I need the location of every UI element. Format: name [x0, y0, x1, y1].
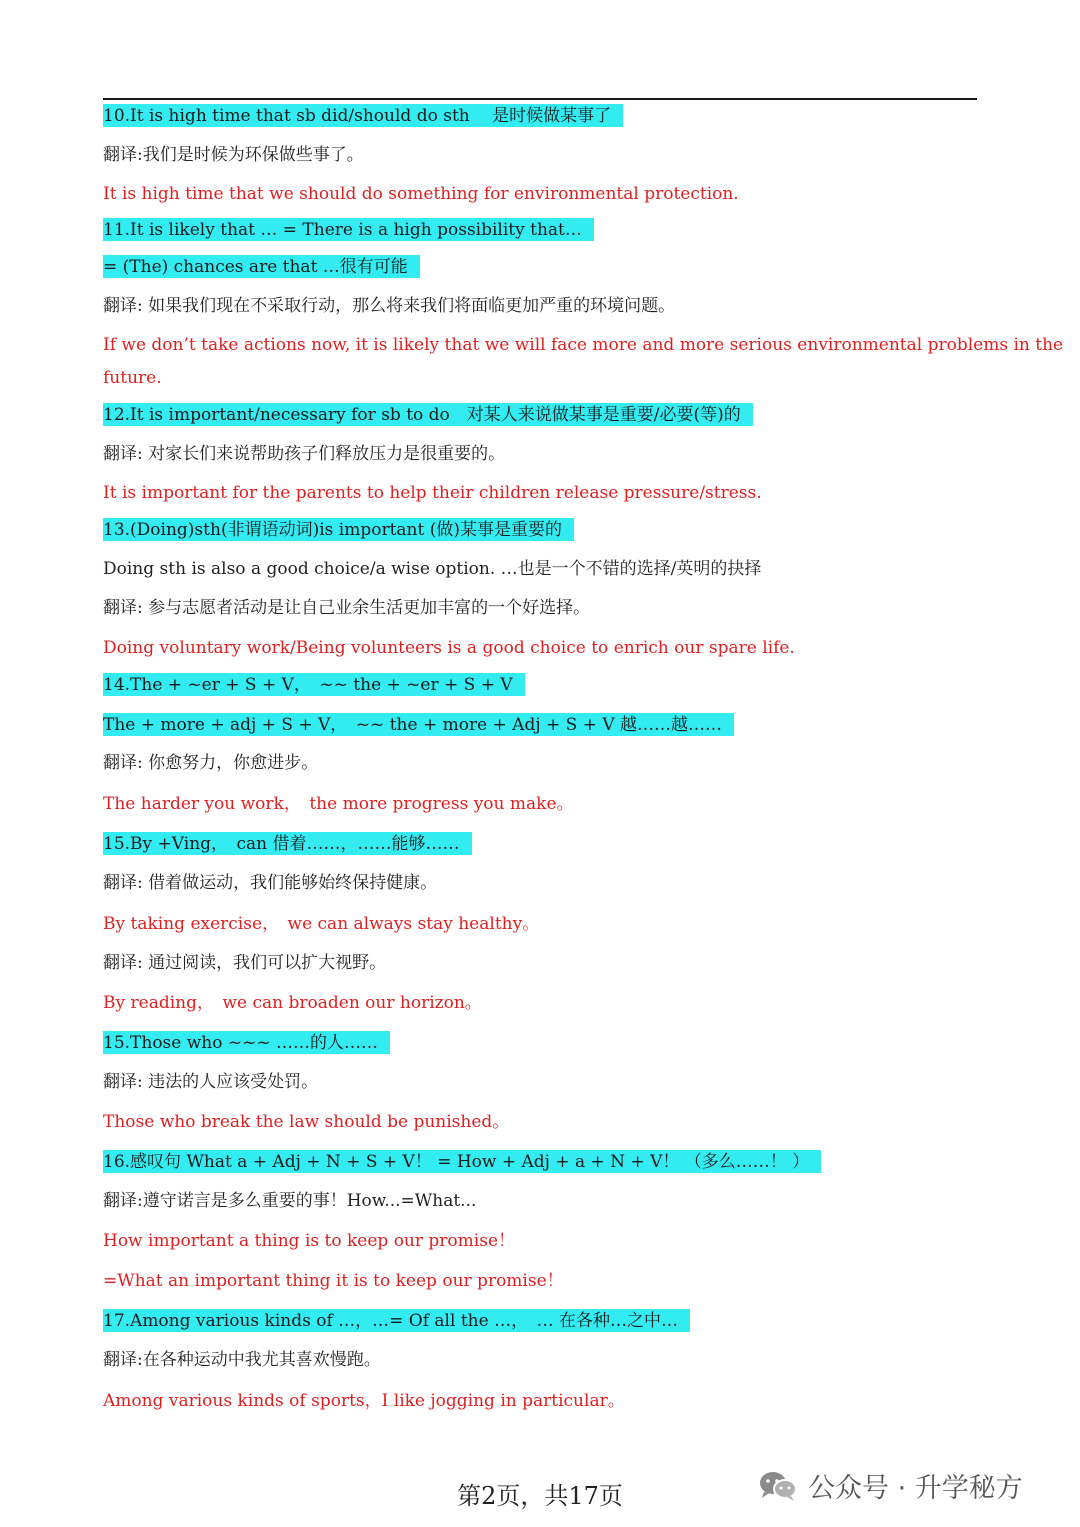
example-sentence: The harder you work， the more progress you make。 — [103, 794, 574, 814]
example-sentence: It is high time that we should do something for environmental protection. — [103, 184, 739, 204]
pattern-heading: 14.The + ~er + S + V， ~~ the + ~er + S + V — [103, 673, 525, 696]
translation-prompt: 翻译: 违法的人应该受处罚。 — [103, 1072, 319, 1092]
example-sentence: Among various kinds of sports，I like jogging in particular。 — [103, 1391, 625, 1411]
pattern-heading: = (The) chances are that …很有可能 — [103, 255, 420, 278]
example-sentence: Doing voluntary work/Being volunteers is a good choice to enrich our spare life. — [103, 638, 795, 658]
example-sentence: If we don’t take actions now, it is likely that we will face more and more serious environmental problems in the — [103, 335, 1064, 355]
example-sentence: By reading， we can broaden our horizon。 — [103, 993, 482, 1013]
pattern-note: Doing sth is also a good choice/a wise option. …也是一个不错的选择/英明的抉择 — [103, 559, 762, 579]
pattern-heading: 15.Those who ~~~ ……的人…… — [103, 1031, 390, 1054]
watermark — [758, 1466, 1023, 1505]
translation-prompt: 翻译: 如果我们现在不采取行动，那么将来我们将面临更加严重的环境问题。 — [103, 296, 676, 316]
example-sentence: Those who break the law should be punished。 — [103, 1112, 510, 1132]
pattern-heading: The + more + adj + S + V， ~~ the + more + Adj + S + V 越……越…… — [103, 713, 734, 736]
translation-prompt: 翻译:遵守诺言是多么重要的事！How...=What... — [103, 1191, 477, 1211]
pattern-heading: 11.It is likely that … = There is a high possibility that… — [103, 218, 594, 241]
pattern-heading: 17.Among various kinds of …，…= Of all the …， … 在各种…之中… — [103, 1309, 690, 1332]
pattern-heading: 13.(Doing)sth(非谓语动词)is important (做)某事是重要的 — [103, 518, 574, 541]
wechat-icon — [758, 1470, 798, 1502]
translation-prompt: 翻译: 通过阅读，我们可以扩大视野。 — [103, 953, 387, 973]
example-sentence: How important a thing is to keep our promise！ — [103, 1231, 516, 1251]
translation-prompt: 翻译: 参与志愿者活动是让自己业余生活更加丰富的一个好选择。 — [103, 598, 591, 618]
pattern-heading: 16.感叹句 What a + Adj + N + S + V！ = How + Adj + a + N + V！ （多么……！ ） — [103, 1150, 821, 1173]
translation-prompt: 翻译: 借着做运动，我们能够始终保持健康。 — [103, 873, 438, 893]
example-sentence: future. — [103, 368, 162, 388]
translation-prompt: 翻译:在各种运动中我尤其喜欢慢跑。 — [103, 1350, 381, 1370]
example-sentence: =What an important thing it is to keep our promise！ — [103, 1271, 564, 1291]
pattern-heading: 15.By +Ving， can 借着……，……能够…… — [103, 832, 472, 855]
header-rule — [103, 98, 977, 100]
page-number: 第2页，共17页 — [457, 1482, 623, 1510]
translation-prompt: 翻译: 你愈努力，你愈进步。 — [103, 753, 319, 773]
translation-prompt: 翻译:我们是时候为环保做些事了。 — [103, 145, 364, 165]
example-sentence: It is important for the parents to help their children release pressure/stress. — [103, 483, 762, 503]
pattern-heading: 10.It is high time that sb did/should do sth 是时候做某事了 — [103, 104, 623, 127]
watermark-text: 公众号 · 升学秘方 — [808, 1473, 1023, 1504]
example-sentence: By taking exercise， we can always stay healthy。 — [103, 914, 540, 934]
pattern-heading: 12.It is important/necessary for sb to do 对某人来说做某事是重要/必要(等)的 — [103, 403, 753, 426]
translation-prompt: 翻译: 对家长们来说帮助孩子们释放压力是很重要的。 — [103, 444, 506, 464]
